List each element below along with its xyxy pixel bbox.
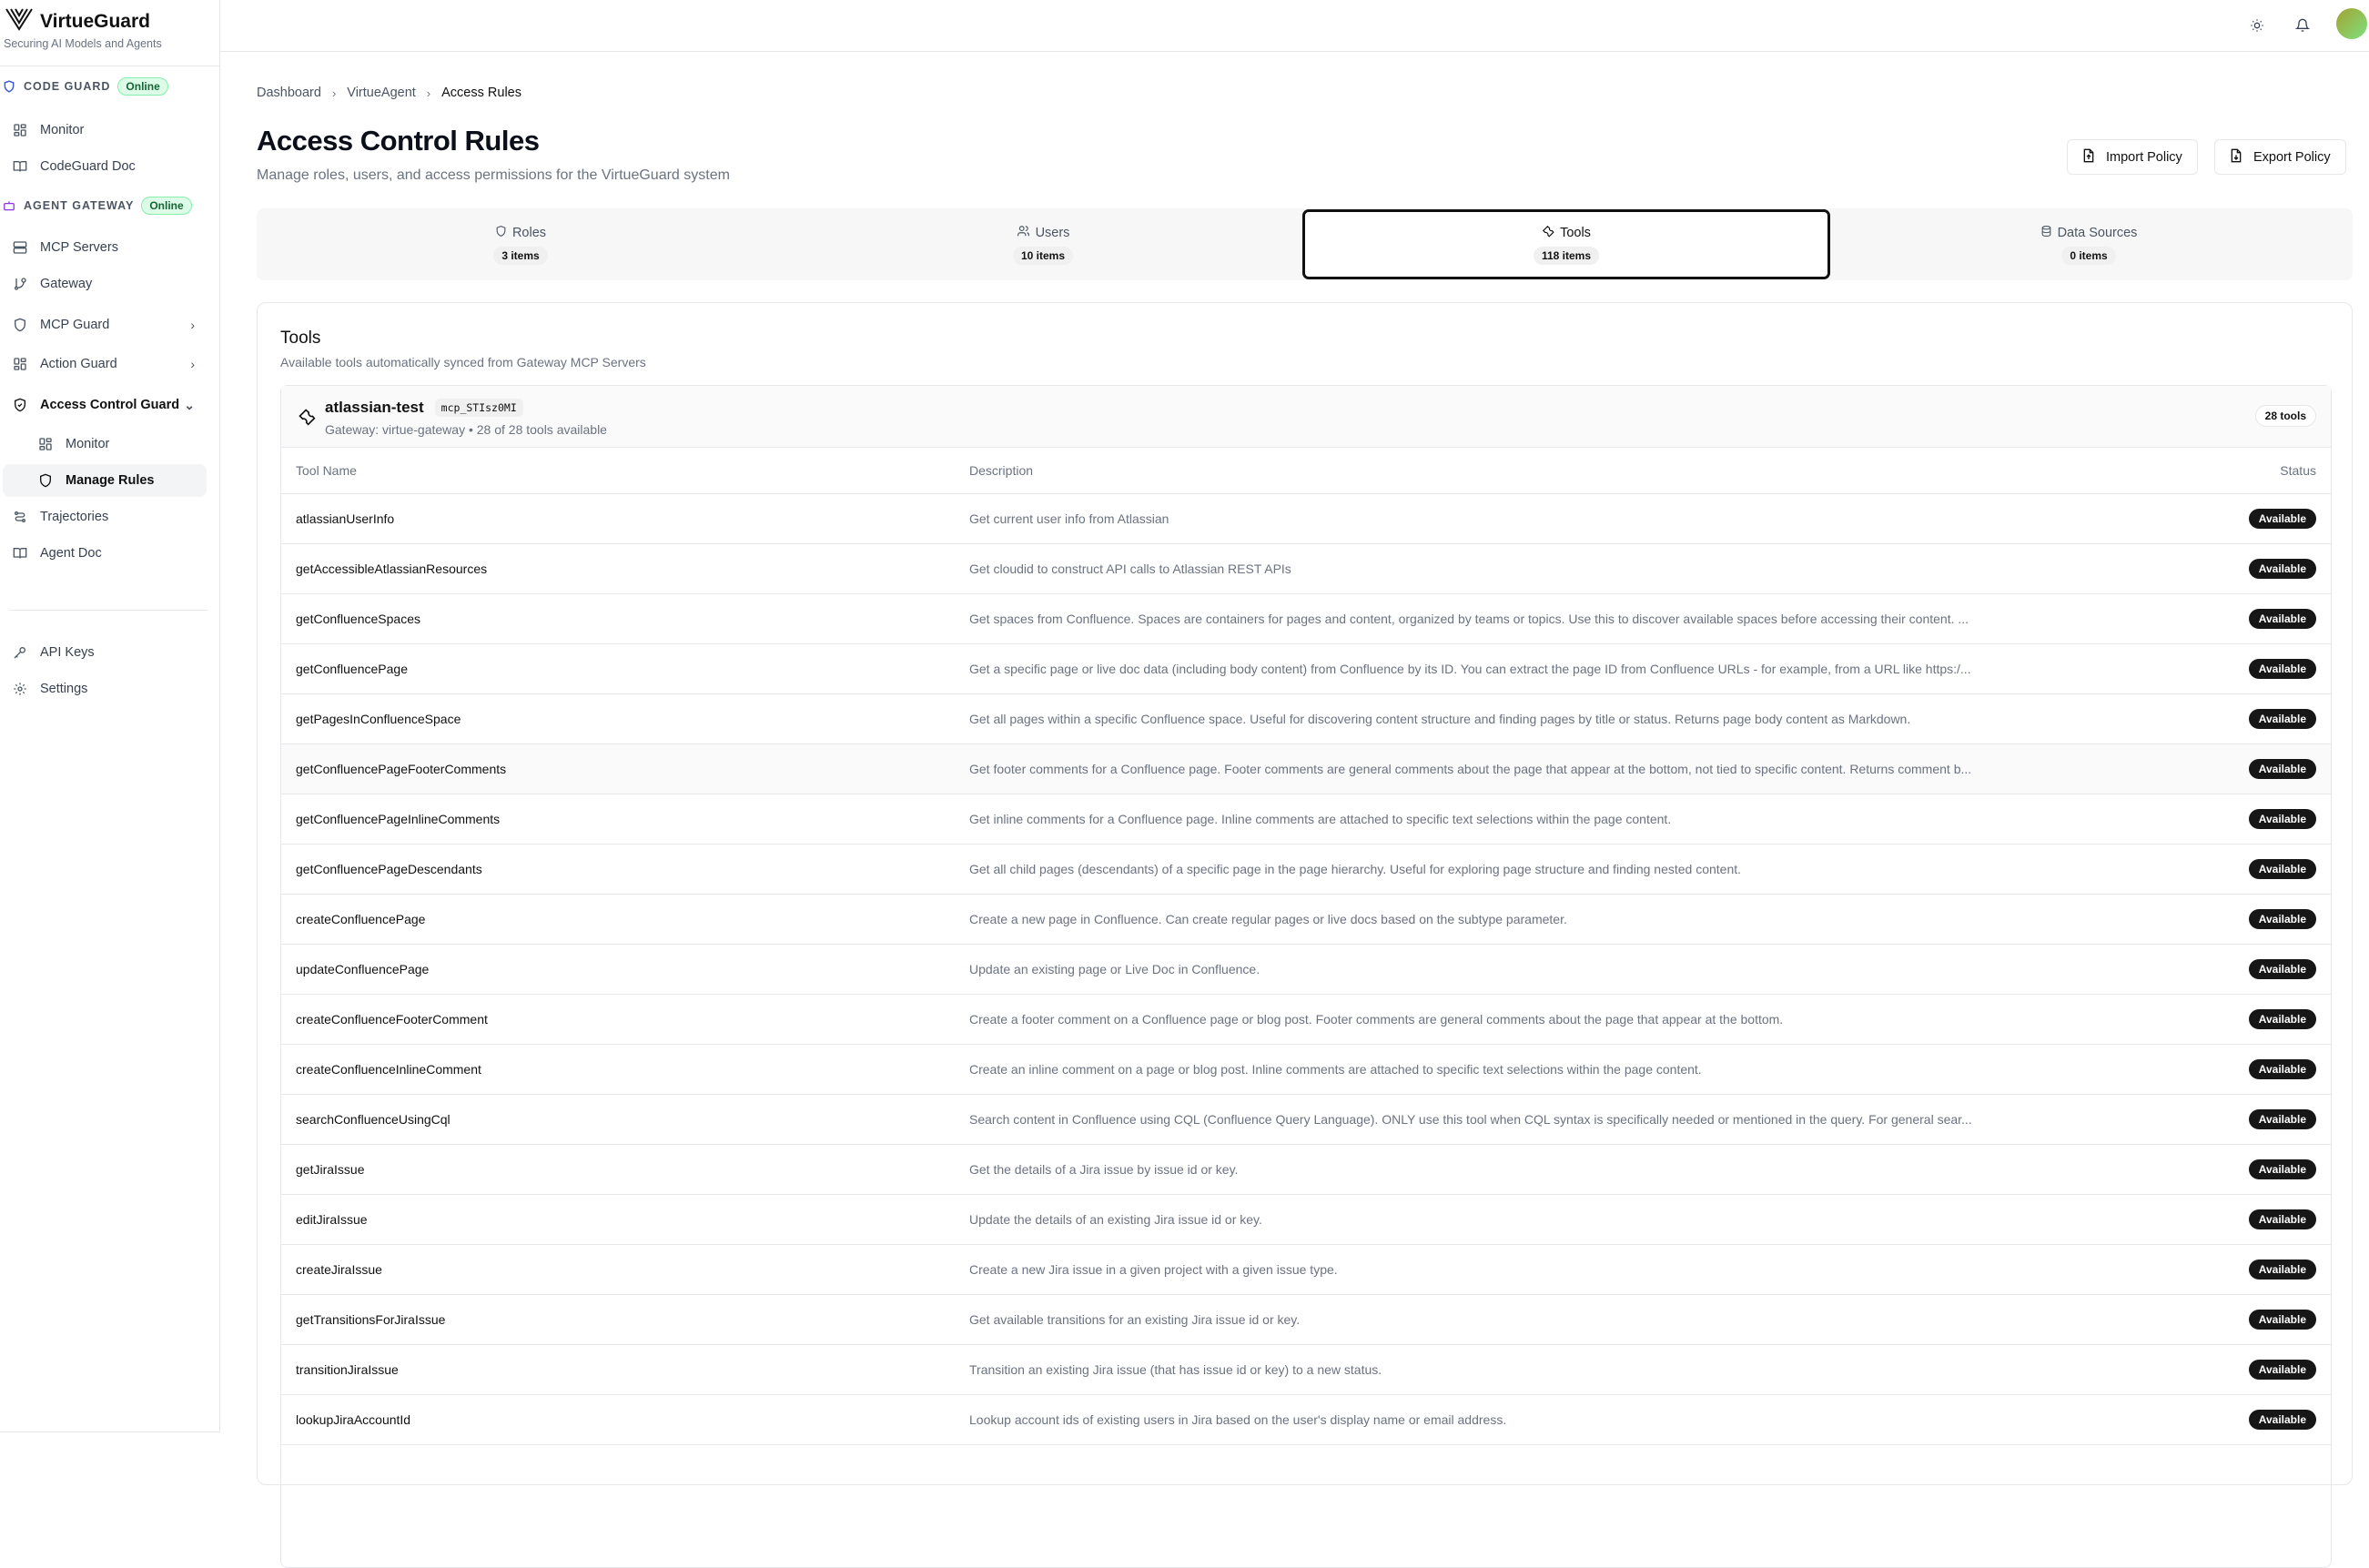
section-label: AGENT GATEWAY (24, 199, 135, 212)
sidebar-item-label: CodeGuard Doc (40, 159, 136, 174)
tool-name: getConfluenceSpaces (281, 593, 969, 643)
sidebar-item-label: Trajectories (40, 510, 109, 524)
tab-users[interactable] (779, 208, 1307, 280)
server-icon (13, 240, 27, 255)
tool-name: getTransitionsForJiraIssue (281, 1294, 969, 1344)
button-label: Import Policy (2106, 149, 2182, 165)
column-header-description: Description (969, 448, 2228, 493)
route-icon (13, 510, 27, 524)
sidebar-item-mcp-guard[interactable] (13, 309, 204, 341)
export-policy-button[interactable] (2214, 139, 2346, 175)
sidebar (0, 0, 220, 1432)
status-badge: Available (2249, 1410, 2316, 1430)
sidebar-item-label: Action Guard (40, 357, 117, 371)
file-download-icon (2230, 148, 2242, 167)
status-cell (2228, 844, 2331, 894)
wrench-icon (1542, 225, 1554, 241)
tool-description: Get a specific page or live doc data (including body content) from Confluence by its ID. You can extract the page ID from Confluence URLs - for example, from a URL like https:/... (969, 643, 2228, 693)
database-icon (2040, 225, 2052, 241)
sidebar-item-acg-monitor[interactable] (38, 428, 229, 460)
shield-icon (38, 473, 53, 488)
tab-count: 3 items (493, 247, 547, 265)
card-title: Tools (280, 329, 321, 348)
status-cell (2228, 1294, 2331, 1344)
chevron-down-icon: ⌄ (184, 397, 195, 412)
import-policy-button[interactable] (2067, 139, 2198, 175)
tool-name: getAccessibleAtlassianResources (281, 543, 969, 593)
table-row[interactable] (281, 1044, 2331, 1094)
table-row[interactable] (281, 1294, 2331, 1344)
sidebar-item-label: Access Control Guard (40, 398, 180, 412)
status-badge: Available (2249, 1259, 2316, 1280)
breadcrumb-current: Access Rules (441, 86, 521, 100)
table-row[interactable] (281, 593, 2331, 643)
tool-name: getConfluencePageInlineComments (281, 794, 969, 844)
status-cell (2228, 493, 2331, 543)
status-cell (2228, 1044, 2331, 1094)
sidebar-item-manage-rules[interactable] (3, 464, 207, 497)
status-badge: Available (2249, 1059, 2316, 1079)
tab-label: Data Sources (2057, 225, 2138, 240)
tool-name: atlassianUserInfo (281, 493, 969, 543)
tool-name: updateConfluencePage (281, 944, 969, 994)
tab-roles[interactable] (257, 208, 785, 280)
chevron-right-icon: › (331, 86, 337, 100)
tab-count: 118 items (1534, 247, 1599, 265)
tool-name: createConfluencePage (281, 894, 969, 944)
status-badge: Available (2249, 1209, 2316, 1229)
tool-description: Get footer comments for a Confluence page. Footer comments are general comments about the page that appear at the bottom, not tied to specific content. Returns comment b... (969, 744, 2228, 794)
tab-label: Tools (1560, 225, 1591, 240)
status-cell (2228, 593, 2331, 643)
status-cell (2228, 543, 2331, 593)
tool-description: Update an existing page or Live Doc in Confluence. (969, 944, 2228, 994)
tool-description: Create a footer comment on a Confluence page or blog post. Footer comments are general comments about the page that appear at the bottom. (969, 994, 2228, 1044)
status-cell (2228, 1394, 2331, 1444)
sidebar-item-trajectories[interactable] (13, 501, 204, 533)
shield-icon (495, 225, 507, 241)
server-meta: Gateway: virtue-gateway • 28 of 28 tools available (325, 422, 607, 437)
tool-name: getPagesInConfluenceSpace (281, 693, 969, 744)
column-header-tool-name: Tool Name (281, 448, 969, 493)
tools-table (281, 448, 2331, 1445)
table-row[interactable] (281, 894, 2331, 944)
status-cell (2228, 994, 2331, 1044)
table-row[interactable] (281, 944, 2331, 994)
status-badge: Available (2249, 559, 2316, 579)
sidebar-item-label: Monitor (66, 437, 110, 451)
sidebar-item-monitor[interactable] (13, 114, 204, 147)
table-row[interactable] (281, 543, 2331, 593)
dashboard-grid-icon (13, 123, 27, 137)
status-badge: Available (2249, 1159, 2316, 1179)
tab-count: 0 items (2061, 247, 2115, 265)
status-badge: Available (2249, 1310, 2316, 1330)
server-name: atlassian-test (325, 399, 424, 416)
top-header (220, 0, 2369, 52)
status-badge: Available (2249, 1109, 2316, 1129)
user-avatar[interactable] (2336, 8, 2367, 39)
tool-name: editJiraIssue (281, 1194, 969, 1244)
tab-label: Roles (511, 225, 547, 240)
status-badge: Available (2249, 859, 2316, 879)
sidebar-item-api-keys[interactable] (13, 636, 204, 669)
brand-logo[interactable] (5, 7, 150, 35)
brand-name: VirtueGuard (40, 10, 150, 32)
sidebar-item-codeguard-doc[interactable] (13, 150, 204, 183)
bot-icon (2, 198, 16, 213)
sidebar-item-mcp-servers[interactable] (13, 231, 204, 264)
status-badge: Available (2249, 759, 2316, 779)
dashboard-grid-icon (13, 357, 27, 371)
tool-description: Create a new Jira issue in a given project with a given issue type. (969, 1244, 2228, 1294)
tool-count-badge: 28 tools (2255, 405, 2316, 427)
status-cell (2228, 1344, 2331, 1394)
sidebar-item-label: MCP Servers (40, 240, 118, 255)
tool-description: Get spaces from Confluence. Spaces are containers for pages and content, organized by teams or topics. Use this to discover available spaces before accessing their content. ... (969, 593, 2228, 643)
status-badge: Available (2249, 1360, 2316, 1380)
users-icon (1017, 225, 1030, 241)
section-agent-gateway (2, 197, 192, 215)
sidebar-item-label: MCP Guard (40, 318, 110, 332)
status-badge: Online (117, 77, 167, 96)
sidebar-item-label: API Keys (40, 645, 95, 660)
table-row[interactable] (281, 1094, 2331, 1144)
shield-icon (2, 79, 16, 94)
tab-data-sources[interactable] (1825, 208, 2353, 280)
file-upload-icon (2082, 148, 2095, 167)
tool-description: Transition an existing Jira issue (that has issue id or key) to a new status. (969, 1344, 2228, 1394)
status-cell (2228, 1094, 2331, 1144)
tool-name: getConfluencePage (281, 643, 969, 693)
gear-icon (13, 682, 27, 696)
tab-list (257, 208, 2353, 280)
key-icon (13, 645, 27, 660)
page-subtitle: Manage roles, users, and access permissions for the VirtueGuard system (257, 167, 730, 183)
table-row[interactable] (281, 693, 2331, 744)
status-cell (2228, 1244, 2331, 1294)
section-code-guard (2, 77, 168, 96)
status-cell (2228, 643, 2331, 693)
sidebar-item-action-guard[interactable] (13, 348, 204, 380)
tool-name: createConfluenceInlineComment (281, 1044, 969, 1094)
status-cell (2228, 693, 2331, 744)
sidebar-item-agent-doc[interactable] (13, 537, 204, 570)
server-header[interactable] (281, 386, 2331, 448)
tool-name: transitionJiraIssue (281, 1344, 969, 1394)
server-id: mcp_STIsz0MI (435, 399, 523, 417)
table-row[interactable] (281, 643, 2331, 693)
sidebar-item-label: Agent Doc (40, 546, 102, 561)
breadcrumb (257, 86, 521, 100)
wrench-icon (298, 408, 316, 430)
book-open-icon (13, 546, 27, 561)
chevron-right-icon: › (190, 357, 195, 371)
table-row[interactable] (281, 493, 2331, 543)
tab-tools[interactable] (1302, 209, 1830, 279)
virtueguard-logo-icon (5, 7, 33, 35)
page-title: Access Control Rules (257, 125, 540, 157)
sidebar-item-label: Gateway (40, 277, 93, 291)
tool-description: Get all child pages (descendants) of a specific page in the page hierarchy. Useful for exploring page structure and finding nested content. (969, 844, 2228, 894)
shield-icon (13, 318, 27, 332)
tool-name: getConfluencePageDescendants (281, 844, 969, 894)
breadcrumb-virtueagent[interactable]: VirtueAgent (347, 86, 416, 100)
notifications-bell-icon[interactable] (2292, 15, 2313, 36)
tool-name: searchConfluenceUsingCql (281, 1094, 969, 1144)
table-row[interactable] (281, 844, 2331, 894)
git-branch-icon (13, 277, 27, 291)
sidebar-item-gateway[interactable] (13, 268, 204, 300)
table-header-row (281, 448, 2331, 493)
status-cell (2228, 1144, 2331, 1194)
status-cell (2228, 1194, 2331, 1244)
status-badge: Online (141, 197, 191, 215)
tool-description: Get cloudid to construct API calls to Atlassian REST APIs (969, 543, 2228, 593)
status-badge: Available (2249, 809, 2316, 829)
table-row[interactable] (281, 1194, 2331, 1244)
sidebar-item-settings[interactable] (13, 673, 204, 705)
breadcrumb-dashboard[interactable]: Dashboard (257, 86, 321, 100)
tool-description: Get inline comments for a Confluence page. Inline comments are attached to specific text selections within the page content. (969, 794, 2228, 844)
divider (9, 610, 208, 611)
table-row[interactable] (281, 994, 2331, 1044)
chevron-right-icon: › (426, 86, 431, 100)
sidebar-item-access-control-guard[interactable] (13, 389, 204, 421)
table-row[interactable] (281, 1394, 2331, 1444)
status-badge: Available (2249, 509, 2316, 529)
tab-label: Users (1035, 225, 1070, 240)
tool-description: Create an inline comment on a page or blog post. Inline comments are attached to specific text selections within the page content. (969, 1044, 2228, 1094)
status-cell (2228, 744, 2331, 794)
section-label: CODE GUARD (24, 80, 111, 93)
tool-description: Get all pages within a specific Confluence space. Useful for discovering content structure and finding pages by title or status. Returns page body content as Markdown. (969, 693, 2228, 744)
status-badge: Available (2249, 609, 2316, 629)
tool-description: Update the details of an existing Jira issue id or key. (969, 1194, 2228, 1244)
sidebar-item-label: Settings (40, 682, 88, 696)
tool-name: createJiraIssue (281, 1244, 969, 1294)
dashboard-grid-icon (38, 437, 53, 451)
tool-name: getConfluencePageFooterComments (281, 744, 969, 794)
shield-check-icon (13, 398, 27, 412)
table-row[interactable] (281, 1244, 2331, 1294)
status-badge: Available (2249, 709, 2316, 729)
tools-card (257, 302, 2353, 1485)
table-row[interactable] (281, 1344, 2331, 1394)
table-row[interactable] (281, 1144, 2331, 1194)
tool-description: Get available transitions for an existing Jira issue id or key. (969, 1294, 2228, 1344)
status-cell (2228, 794, 2331, 844)
table-row[interactable] (281, 794, 2331, 844)
column-header-status: Status (2228, 448, 2331, 493)
tool-description: Get the details of a Jira issue by issue id or key. (969, 1144, 2228, 1194)
button-label: Export Policy (2253, 149, 2331, 165)
tool-description: Get current user info from Atlassian (969, 493, 2228, 543)
card-subtitle: Available tools automatically synced from Gateway MCP Servers (280, 355, 646, 369)
tool-description: Lookup account ids of existing users in Jira based on the user's display name or email address. (969, 1394, 2228, 1444)
status-cell (2228, 944, 2331, 994)
sidebar-item-label: Monitor (40, 123, 85, 137)
table-row[interactable] (281, 744, 2331, 794)
tool-name: createConfluenceFooterComment (281, 994, 969, 1044)
status-badge: Available (2249, 959, 2316, 979)
status-badge: Available (2249, 909, 2316, 929)
book-open-icon (13, 159, 27, 174)
status-badge: Available (2249, 659, 2316, 679)
status-cell (2228, 894, 2331, 944)
theme-toggle-sun-icon[interactable] (2246, 15, 2268, 36)
status-badge: Available (2249, 1009, 2316, 1029)
tool-description: Create a new page in Confluence. Can create regular pages or live docs based on the subtype parameter. (969, 894, 2228, 944)
tool-name: getJiraIssue (281, 1144, 969, 1194)
chevron-right-icon: › (190, 318, 195, 332)
mcp-server-group (280, 385, 2332, 1568)
brand-tagline: Securing AI Models and Agents (4, 37, 162, 50)
sidebar-item-label: Manage Rules (66, 473, 155, 488)
tool-description: Search content in Confluence using CQL (Confluence Query Language). ONLY use this tool when CQL syntax is specifically needed or mentioned in the query. For general sear... (969, 1094, 2228, 1144)
tool-name: lookupJiraAccountId (281, 1394, 969, 1444)
tab-count: 10 items (1013, 247, 1073, 265)
